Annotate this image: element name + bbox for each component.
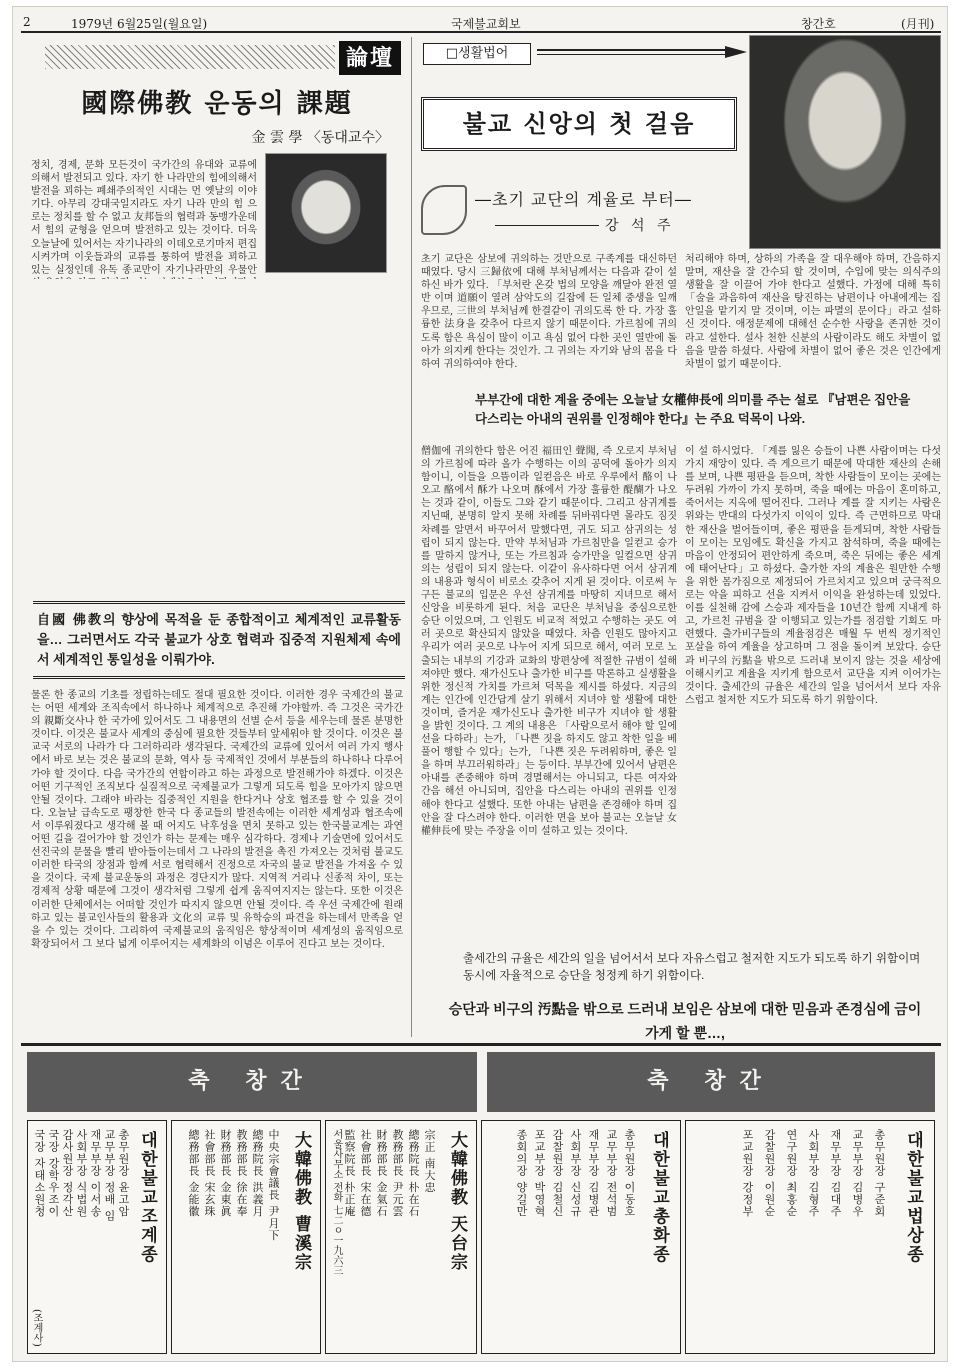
closing-quote: 출세간의 규율은 세간의 일을 넘어서서 보다 자유스럽고 철저한 지도가 되도록 하기 위함이며 동시에 자율적으로 승단을 청정케 하기 위함이다. [463,953,921,982]
ad-cheontae-order [325,1120,477,1354]
pen-decoration [537,49,727,55]
ad-title: 대한불교법상종 [903,1131,923,1264]
article-body-top-right: 처리해야 하며, 상하의 가족을 잘 대우해야 하며, 간음하지 말며, 재산을 잘 간수되 할 것이며, 수입에 맞는 의식주의 생활을 잘 이끌어 가야 한다고 설했다. 가정에 대해 특히 「술을 과음하여 재산을 탕진하는 남편이나 아내에게는 집안일을 맡기지 말 것이며, 이는 파멸의 문이다」라고 설하신 것이다. 애정문제에 대해선 순수한 사랑을 존귀한 것이라고 설한다. 설사 천한 신분의 사람이라도 해도 차별이 없음을 말씀 하셨다. 사람에 차별이 없어 좋은 것은 인간에게 차별이 없기 때문이다. [685,254,941,370]
ad-title: 大韓佛教 曹溪宗 [291,1131,311,1272]
ad-line: 사회부장 식법원 [75,1129,88,1218]
article-body-part1: 정치, 경제, 문화 모든것이 국가간의 유대와 교류에 의해서 발전되고 있다. 자기 한 나라만의 힘에의해서 발전을 꾀하는 폐쇄주의적인 시대는 먼 옛날의 이야기다. 아무리 강대국일지라도 자기 나라 만의 힘 으로는 정치를 할 수 없고 友邦들의 협력과 동맹가운데서 힘의 균형을 얻으며 발전하고 있는 것이다. 더욱 오늘날에 있어서는 자기나라의 이데오로기마저 편집시켜가며 이웃들과의 교류를 통하여 발전을 꾀하고 있는 실정인데 유독 종교만이 자기나라만의 우물안 [31,160,257,276]
newspaper-page [12,6,948,1362]
ad-line: 감찰원장 이원순 [763,1129,776,1218]
ad-line: 국장 강학우조이 [47,1129,60,1218]
ad-title: 대한불교조계종 [137,1131,157,1264]
ad-chonghwa-order [481,1120,681,1354]
ad-line: 국장 자태소원청 [33,1129,46,1218]
article-body-left: 僧伽에 귀의한다 함은 어진 福田인 聲聞, 즉 오로지 부처님의 가르침에 따라 올가 수행하는 이의 공덕에 돌아가 의지함이니, 이들을 으뜸이라 일컫음은 바로 우루에서 酪이 나오고 酪에서 酥가 나오며 酥에서 가장 훌륭한 醍醐가 나오는 것과 같이, 이들도 그와 같기 때문이다. 그리고 삼귀계를 지닌때, 분명히 알지 못해 차례를 뒤바꿔다면 몰라도 짐짓 차례를 알면서 바꾸어서 말했다면, 귀도 되고 삼귀의는 성립이 되지 않는다. 만약 부처님과 가르침만을 일컫고 승가를 말하지 않거나, 또는 가르침과 승가만을 일컬으면 삼귀의는 성립이 되지 않는다. 이같이 유사하다면 어서 삼귀계의 내용과 형식이 비로소 갖추어 지게 된 것이다. 이로써 누구든 불교의 입문은 우선 삼귀계를 마땅히 지녀므로 해서 신앙을 비롯하게 된다. 처음 교단은 부처님을 중심으로한 승단 이었으며, 그 인원도 비교적 적었고 수행하는 곳도 여러 곳으로 확산되지 않았을 때였다. 차츰 인원도 많아지고 우리가 여러 곳으로 나누어 지게 되므로 해서, 여러 모로 노출되는 내부의 기강과 교화의 방편상에 적절한 규범이 설해 져야만 했다. 재가신도나 출가한 비구를 막론하고 실생활을 위한 정신적 가치를 가르쳐 덕목을 제시를 하셨다. 지금의 계는 인간에 인간답게 살기 위해서 지녀야 할 생활에 대한 것이며, 즐거운 재가신도나 출가한 비구가 지녀야 할 생활을 밝힌 것이다. 그 계의 내용은 「사람으로서 해야 할 일에 선을 다하라」는가, 「나쁜 짓을 하지도 않고 착한 일을 베풀어 행할 수 있다」는가, 「나쁜 짓은 두려워하며, 좋은 일을 하며 부끄러워하라」는 등이다. 부부간에 있어서 남편은 아내를 존중해야 하며 경멸해서는 아니되고, 다른 여자와 간음 해선 아니되며, 집안을 다스리는 아내의 권위를 인정해야 한다고 설했다. 또한 아내는 남편을 존경해야 하며 집안을 잘 다스려야 한다. 이러한 면을 보아 불교는 오늘날 女權伸長에 맞는 주장을 이미 설하고 있는 것이다. [421,446,677,837]
pull-quote: 自國 佛教의 향상에 목적을 둔 종합적이고 체계적인 교류활동을… 그러면서도 각국 불교가 상호 협력과 집중적 지원체제 속에서 세계적인 통일성을 이뤄가야. [33,601,405,679]
article-body-top-left: 초기 교단은 삼보에 귀의하는 것만으로 구족계를 대신하던 때였다. 당시 三歸依에 대해 부처님께서는 다음과 같이 설하신 바가 있다. 「부처란 온갖 법의 모양을 깨달아 완전 열반 이며 道願이 열려 삼악도의 길잡에 든 일체 중생을 일깨우므로, 三世의 부처님께 한결같이 귀의도록 한 다. 가장 훌륭한 法身을 갖추어 다르지 않기 때문이다. 가르침에 귀의도록 함은 욕심이 많이 이고 욕심 없어 다한 곳인 열반에 돌아가 의지케 한다는 것인가. 그 귀의는 자기와 남의 몸을 다하여 귀의하여야 한다. [421,254,677,370]
ad-line: 재무부장 이서송 [89,1129,102,1218]
left-article [27,35,407,1035]
article-title: 불교 신앙의 첫 걸음 [421,97,737,151]
article-byline: 金 雲 學 〈동대교수〉 [251,130,389,146]
ad-line: 교무부장 전석범 [605,1129,618,1218]
congrats-banner-right: 축 창간 [487,1052,935,1112]
ad-note: 서울사무소 전화 七二ㅇ一九六三 [331,1129,342,1276]
ad-line: 재무부장 김대주 [829,1129,842,1218]
ad-line: 社會部長 宋在德 [359,1129,372,1218]
ad-line: 총무원장 구준회 [873,1129,886,1218]
author-rule [495,225,599,226]
author-portrait-photo [265,153,387,273]
ad-line: 사회부장 김형주 [807,1129,820,1218]
article-body-part1-continued [31,283,403,595]
ad-title: 대한불교총화종 [649,1131,669,1264]
issue-label: 창간호 [801,17,836,31]
ad-note: (조계사) [31,1309,42,1347]
article-body-right: 이 설 하시었다. 「계를 잃은 승들이 나쁜 사람이며는 다섯가지 재앙이 있다. 즉 게으르기 때문에 막대한 재산의 손해를 보며, 나쁜 평판을 듣으며, 착한 사람들이 모이는 곳에는 두려워 가까이 가지 못하며, 죽을 때에는 마음이 혼미하고, 죽어서는 지옥에 떨어진다. 그러나 계를 잘 지키는 사람은 위와는 반대의 다섯가지 이익이 있다. 즉 근면하므로 막대한 재산을 벌어들이며, 좋은 평판을 듣게되며, 착한 사람들이 모이는 모임에도 확신을 가지고 참석하며, 죽을 때에는 마음이 안정되어 편안하게 죽으며, 죽은 뒤에는 좋은 세계에 태어난다」고 하셨다. 출가한 자의 계율은 원만한 수행을 위한 몸가짐으로 제정되어 가르치지고 있으며 궁극적으로는 악을 피하고 선을 지켜서 이익을 완성하는데 있었다. 이를 실천해 감에 스승과 제자들을 10년간 함께 지내게 하고, 가르친 규범을 잘 이행되고 있는가를 점검할 기회도 마련했다. 출가비구들의 계율점검은 매월 두 번씩 정기적인 포살을 하여 계율을 상고하며 그 점을 돌이켜 보았다. 승단과 비구의 污點을 밖으로 드러내 보이지 않는 것을 세상에 이해시키고 계율을 지키게 함으로서 교단을 지켜 이어가는 것이다. 출세간의 규율은 세간의 일을 넘어서서 보다 자유스럽고 철저한 지도가 되도록 하기 위함이다. [685,446,941,706]
section-kicker: 論壇 [339,41,401,75]
ad-title: 大韓佛教 天台宗 [447,1131,467,1272]
ad-line: 財務部長 金氣石 [375,1129,388,1218]
article-title: 國際佛教 운동의 課題 [81,89,353,119]
ad-line: 사회부장 신성규 [569,1129,582,1218]
ad-line: 연구원장 최홍순 [785,1129,798,1218]
ad-line: 教務部長 尹元雲 [391,1129,404,1218]
pen-tip-decoration [725,46,747,58]
ad-line: 總務院長 洪義月 [251,1129,264,1218]
ad-line: 총무원장 이동호 [623,1129,636,1218]
ad-line: 財務部長 金東眞 [219,1129,232,1218]
ornament-decoration [421,185,467,235]
paper-name: 국제불교회보 [451,17,521,31]
frequency-label: (月刊) [901,17,935,31]
ad-jogye-order [27,1120,167,1354]
monk-portrait-photo [749,35,941,249]
ad-line: 교무부장 정배 임 [103,1129,116,1222]
ad-line: 總務院長 朴在石 [407,1129,420,1218]
issue-date: 1979년 6월25일(월요일) [71,17,208,31]
congratulations-section [21,1043,941,1357]
article-author: 강 석 주 [605,218,675,234]
right-article [415,35,943,1041]
closing-highlight-quote: 승단과 비구의 汚點을 밖으로 드러내 보임은 삼보에 대한 믿음과 존경심에 금이 가게 할 뿐…, [448,1001,922,1041]
ad-line: 총무원장 윤고암 [117,1129,130,1218]
ad-chogye-order-hanja [171,1120,321,1354]
ad-line: 교무부장 김병우 [851,1129,864,1218]
ad-line: 總務部長 金能徽 [187,1129,200,1218]
article-body-part2: 물론 한 종교의 기초를 정립하는데도 절대 필요한 것이다. 이러한 경우 국제간의 불교는 어떤 세계와 조직속에서 하나하나 체계적으로 추진해 가야할까. 즉 그것은 국가간의 親斷交사나 한 국가에 있어서도 그 내용면의 선별 순서 등을 세우는데 물론 분명한 것이다. 이것은 불교사 세계의 중심에 필요한 것들부터 앞세워야 할 것이다. 이것은 불교국 서로의 나라가 다 그러하리라 생각된다. 국제간의 교류에 있어서 여러 가지 행사에서 바로 보는 것은 불교의 문화, 역사 등 국제적인 것에서 부분들의 하나하나 다루어 가야 할 것이다. 다음 국가간의 연합이라고 하는 과정으로 발전해가야 하겠다. 이것은 어떤 기구적인 조직보다 실질적으로 국제불교가 그렇게 되도록 힘을 모아가지 않으면 안될 것이다. 그래야 바라는 집중적인 지원을 한다거나 상호 협조를 할 수 있을 것이다. 오늘날 급속도로 팽창한 한국 다 종교들의 발전속에는 이러한 세계성과 협조속에서 이루워졌다고 생각해 볼 때 어지도 낙후성을 면치 못하고 있는 한국불교계는 과연 어떤 길을 걸어가야 할 것인가 하는 문제는 매우 심각하다. 경제나 기술면에 있어서도 선진국의 문물을 빨리 받아들이는데서 그 나라의 발전을 촉진 가져오는 것처럼 불교도 이러한 타국의 장점과 함께 서로 협력해서 진정으로 자국의 불교 발전을 가져올 수 있을 것이다. 국제 불교운동의 과정은 경단지가 많다. 지역적 거리나 신종적 차이, 또는 경제적 상황 때문에 그것이 생각처럼 그렇게 쉽게 움직여지지는 않는다. 또한 이것은 이러한 단체에서는 어떠할 것인가 따지지 않으면 안될 것이다. 즉 우선 국제간에 원래하고 있는 불교인사들의 활용과 文化의 교류 및 유학승의 파견을 하는데서 만족을 얻을 수 있는 것이다. 그리하여 국제불교의 움직임은 향상적이며 세계성의 움직임으로 확장되어서 그 보다 넓게 이루어지는 세계화의 이념은 이루어 진다고 보는 것이다. [31,690,403,950]
ad-line: 감사원장 정각산 [61,1129,74,1218]
section-label: □생활법어 [423,43,531,65]
ad-line: 재무부장 김병관 [587,1129,600,1218]
ad-line: 포교부장 박영혁 [533,1129,546,1218]
mid-quote: 부부간에 대한 계율 중에는 오늘날 女權伸長에 의미를 주는 설로 『남편은 집안을 다스리는 아내의 권위를 인정해야 한다』는 주요 덕목이 나와. [475,393,911,426]
ad-beopsang-order [685,1120,935,1354]
masthead [21,11,941,33]
article-subtitle: ―초기 교단의 계율로 부터― [475,190,692,209]
header-hatch-decoration [45,45,335,69]
ad-line: 中央宗會議長 尹月下 [267,1129,280,1242]
congrats-banner-left: 축 창간 [27,1052,477,1112]
ad-line: 教務部長 徐在奉 [235,1129,248,1218]
page-number: 2 [23,15,31,29]
ad-line: 宗正 南大忠 [423,1129,436,1194]
ad-line: 社會部長 宋玄珠 [203,1129,216,1218]
ad-line: 監察院長 朴正庵 [343,1129,356,1218]
ad-line: 종회의장 양길만 [515,1129,528,1218]
ad-line: 포교원장 강정부 [741,1129,754,1218]
column-divider [411,37,412,1037]
ad-line: 감찰원장 김철신 [551,1129,564,1218]
